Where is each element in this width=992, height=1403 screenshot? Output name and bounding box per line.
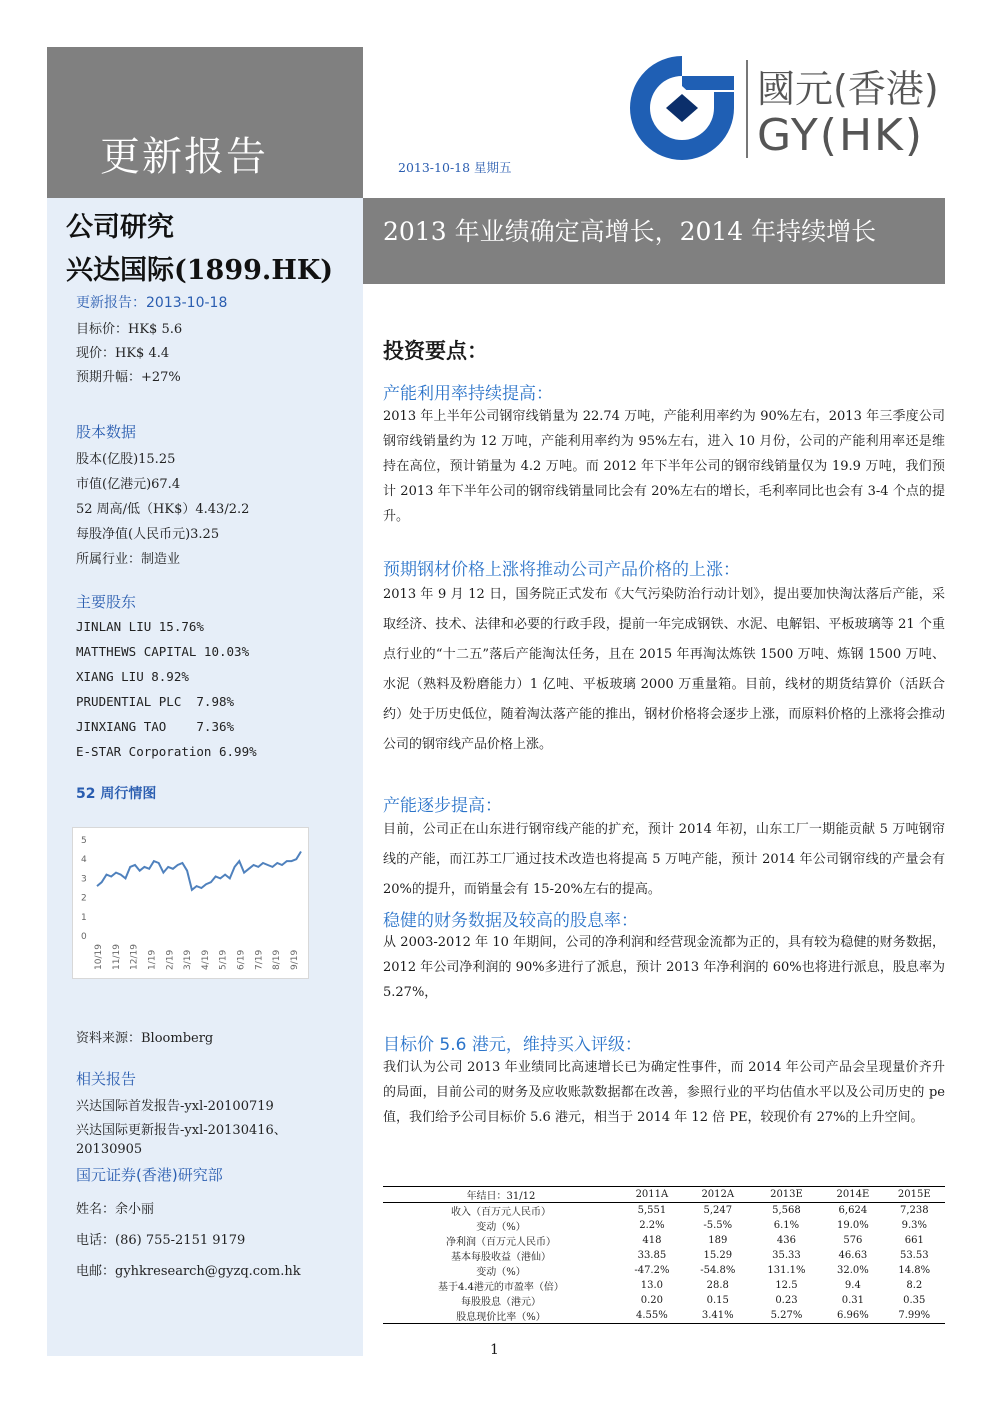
- update-date: 更新报告：2013-10-18: [76, 295, 228, 311]
- company-title: 兴达国际(1899.HK): [66, 255, 334, 286]
- section-heading: 产能利用率持续提高：: [383, 384, 553, 404]
- table-row: [383, 1203, 945, 1219]
- table-row: [383, 1248, 945, 1263]
- x-tick-label: 2/19: [165, 949, 176, 970]
- y-tick-label: 3: [81, 874, 87, 885]
- table-row: [383, 1278, 945, 1293]
- x-tick-label: 6/19: [236, 949, 247, 970]
- related-title: 相关报告: [76, 1070, 137, 1088]
- table-row: [383, 1308, 945, 1324]
- table-row-label: 基于4.4港元的市盈率（倍）: [438, 1282, 564, 1293]
- table-cell: 33.85: [637, 1250, 667, 1261]
- data-source: 资料来源：Bloomberg: [76, 1031, 214, 1046]
- table-header-cell: 2013E: [751, 1187, 822, 1203]
- table-row-label: 基本每股收益（港仙）: [450, 1252, 551, 1263]
- table-cell: 15.29: [703, 1250, 733, 1261]
- gy-logo-icon: [618, 50, 746, 160]
- category-title: 公司研究: [66, 212, 174, 243]
- table-cell: 2.2%: [639, 1220, 665, 1231]
- target-price: 目标价：HK$ 5.6: [76, 322, 183, 337]
- table-cell: 5,568: [772, 1205, 801, 1216]
- y-tick-label: 5: [81, 836, 87, 846]
- table-row-label: 股息现价比率（%）: [383, 1308, 619, 1324]
- y-tick-label: 1: [81, 912, 87, 923]
- related-item: 20130905: [76, 1142, 143, 1157]
- shareholder-item: JINLAN LIU 15.76%: [76, 619, 204, 634]
- table-cell: 7,238: [899, 1205, 929, 1216]
- table-cell: 13.0: [640, 1280, 664, 1291]
- price-chart: [72, 827, 309, 979]
- stock-data-item: 所属行业：制造业: [76, 552, 181, 567]
- section-text: 2013 年 9 月 12 日，国务院正式发布《大气污染防治行动计划》，提出要加快淘汰落后产能，采取经济、技术、法律和必要的行政手段，提前一年完成钢铁、水泥、电解铝、平板玻璃等 21 个重点行业的“十二五”落后产能淘汰任务，且在 2015 年再淘汰炼铁 1500 万吨、炼钢 1500 万吨、水泥（熟料及粉磨能力）1 亿吨、平板玻璃 2000 万重量箱。目前，线材的期货结算价（活跃合约）处于历史低位，随着淘汰落产能的推出，钢材价格将会逐步上涨，而原料价格的上涨将会推动公司的钢帘线产品价格上涨。: [383, 587, 945, 752]
- table-row-label: 变动（%）: [476, 1222, 526, 1233]
- y-tick-label: 0: [81, 932, 87, 942]
- table-row: [383, 1263, 945, 1278]
- table-row-label: 收入（百万元人民币）: [450, 1207, 551, 1218]
- table-cell: -5.5%: [703, 1220, 733, 1231]
- table-cell: 4.55%: [619, 1308, 685, 1324]
- table-cell: 6.1%: [773, 1220, 800, 1231]
- x-tick-label: 8/19: [272, 949, 283, 970]
- table-cell: 6.96%: [822, 1308, 883, 1324]
- x-tick-label: 3/19: [183, 949, 194, 970]
- stock-data-item: 52 周高/低（HK$）4.43/2.2: [76, 502, 250, 517]
- table-row: [383, 1233, 945, 1248]
- table-header-cell: 2012A: [685, 1187, 751, 1203]
- table-cell: 32.0%: [836, 1265, 869, 1276]
- section-text: 2013 年上半年公司钢帘线销量为 22.74 万吨，产能利用率约为 90%左右，2013 年三季度公司钢帘线销量约为 12 万吨，产能利用率约为 95%左右，进入 10 月份，公司的产能利用率还是维持在高位，预计销量为 4.2 万吨。而 2012 年下半年公司的钢帘线销量仅为 19.9 万吨，我们预计 2013 年下半年公司的钢帘线销量同比会有 20%左右的增长，毛利率同比也会有 3-4 个点的提升。: [383, 409, 946, 524]
- stock-data-item: 股本(亿股)15.25: [76, 452, 176, 467]
- table-cell: 53.53: [899, 1250, 929, 1261]
- section-heading: 预期钢材价格上涨将推动公司产品价格的上涨：: [383, 560, 740, 580]
- shareholders-title: 主要股东: [76, 593, 137, 611]
- table-cell: 189: [708, 1235, 728, 1246]
- stock-data-title: 股本数据: [76, 423, 137, 441]
- section-heading: 产能逐步提高：: [383, 796, 502, 816]
- table-cell: 5,247: [703, 1205, 733, 1216]
- table-cell: 19.0%: [836, 1220, 869, 1231]
- table-cell: 5,551: [637, 1205, 667, 1216]
- shareholder-item: JINXIANG TAO 7.36%: [76, 719, 235, 734]
- table-cell: 0.31: [841, 1295, 864, 1306]
- table-row: [383, 1218, 945, 1233]
- analyst-phone: 电话：(86) 755-2151 9179: [76, 1233, 246, 1248]
- table-header-row: [383, 1187, 945, 1203]
- table-cell: 46.63: [838, 1250, 868, 1261]
- shareholder-item: XIANG LIU 8.92%: [76, 669, 189, 684]
- related-item: 兴达国际首发报告-yxl-20100719: [76, 1099, 274, 1114]
- section-text: 我们认为公司 2013 年业绩同比高速增长已为确定性事件，而 2014 年公司产品会呈现量价齐升的局面，目前公司的财务及应收账款数据都在改善，参照行业的平均估值水平以及公司历史的 pe 值，我们给予公司目标价 5.6 港元，相当于 2014 年 12 倍 PE，较现价有 27%的上升空间。: [383, 1060, 945, 1125]
- table-cell: 9.4: [844, 1280, 861, 1291]
- shareholder-item: PRUDENTIAL PLC 7.98%: [76, 694, 235, 709]
- table-cell: 0.20: [640, 1295, 664, 1306]
- table-cell: 0.23: [775, 1295, 798, 1306]
- x-tick-label: 1/19: [147, 949, 158, 970]
- chart-title: 52 周行情图: [76, 786, 157, 802]
- table-cell: 5.27%: [751, 1308, 822, 1324]
- x-tick-label: 11/19: [111, 944, 122, 970]
- page-number: 1: [490, 1342, 499, 1358]
- stock-data-item: 市值(亿港元)67.4: [76, 477, 181, 492]
- table-cell: 418: [642, 1235, 662, 1246]
- x-tick-label: 12/19: [129, 944, 140, 970]
- y-tick-label: 2: [81, 893, 87, 904]
- logo-separator: [746, 60, 748, 158]
- table-cell: 35.33: [772, 1250, 801, 1261]
- x-tick-label: 10/19: [94, 944, 104, 970]
- logo-text-cn: 國元(香港): [757, 67, 939, 111]
- table-cell: 6,624: [838, 1205, 868, 1216]
- section-text: 从 2003-2012 年 10 年期间，公司的净利润和经营现金流都为正的，具有较为稳健的财务数据，2012 年公司净利润的 90%多进行了派息，预计 2013 年净利润的 60%也将进行派息，股息率为 5.27%，: [383, 935, 945, 1000]
- table-cell: 8.2: [906, 1280, 923, 1291]
- table-cell: 9.3%: [901, 1220, 927, 1231]
- shareholder-item: MATTHEWS CAPITAL 10.03%: [76, 644, 250, 659]
- table-header-cell: 年结日：31/12: [383, 1187, 619, 1203]
- x-tick-label: 5/19: [218, 949, 229, 970]
- table-cell: 0.35: [903, 1295, 926, 1306]
- table-cell: 576: [843, 1235, 863, 1246]
- table-header-cell: 2015E: [884, 1187, 945, 1203]
- table-cell: 14.8%: [898, 1265, 931, 1276]
- table-header-cell: 2011A: [619, 1187, 685, 1203]
- table-row-label: 净利润（百万元人民币）: [445, 1237, 556, 1248]
- y-tick-label: 4: [81, 855, 87, 866]
- table-cell: 131.1%: [767, 1265, 806, 1276]
- analyst-email: 电邮：gyhkresearch@gyzq.com.hk: [76, 1264, 301, 1279]
- research-dept: 国元证券(香港)研究部: [76, 1166, 223, 1184]
- financial-table: [383, 1186, 945, 1324]
- table-row-label: 每股股息（港元）: [460, 1297, 541, 1308]
- table-cell: 3.41%: [685, 1308, 751, 1324]
- table-cell: 12.5: [775, 1280, 798, 1291]
- section-title: 投资要点：: [383, 338, 488, 363]
- section-heading: 目标价 5.6 港元，维持买入评级：: [383, 1035, 642, 1055]
- table-header-cell: 2014E: [822, 1187, 883, 1203]
- x-tick-label: 7/19: [254, 949, 265, 970]
- analyst-name: 姓名：余小丽: [76, 1202, 155, 1217]
- table-cell: 0.15: [706, 1295, 729, 1306]
- price-series-line: [97, 852, 301, 890]
- table-cell: 661: [904, 1235, 924, 1246]
- price-chart-svg: [73, 828, 308, 978]
- related-item: 兴达国际更新报告-yxl-20130416、: [76, 1123, 287, 1138]
- shareholder-item: E-STAR Corporation 6.99%: [76, 744, 257, 759]
- report-type-title: 更新报告: [100, 134, 268, 180]
- section-text: 目前，公司正在山东进行钢帘线产能的扩充，预计 2014 年初，山东工厂一期能贡献 5 万吨钢帘线的产能，而江苏工厂通过技术改造也将提高 5 万吨产能，预计 2014 年公司钢帘线的产量会有 20%的提升，而销量会有 15-20%左右的提高。: [383, 822, 945, 897]
- table-cell: 436: [776, 1235, 796, 1246]
- expected-upside: 预期升幅：+27%: [76, 370, 181, 385]
- table-cell: 28.8: [706, 1280, 729, 1291]
- headline: 2013 年业绩确定高增长，2014 年持续增长: [383, 217, 877, 246]
- table-row: [383, 1293, 945, 1308]
- x-tick-label: 9/19: [290, 949, 300, 970]
- logo-text-en: GY(HK): [757, 110, 925, 161]
- table-cell: 7.99%: [884, 1308, 945, 1324]
- table-row-label: 变动（%）: [476, 1267, 526, 1278]
- table-cell: -47.2%: [634, 1265, 670, 1276]
- table-cell: -54.8%: [700, 1265, 736, 1276]
- stock-data-item: 每股净值(人民币元)3.25: [76, 527, 220, 542]
- report-date: 2013-10-18 星期五: [398, 160, 512, 175]
- current-price: 现价：HK$ 4.4: [76, 346, 170, 361]
- section-heading: 稳健的财务数据及较高的股息率：: [383, 911, 638, 931]
- x-tick-label: 4/19: [200, 949, 211, 970]
